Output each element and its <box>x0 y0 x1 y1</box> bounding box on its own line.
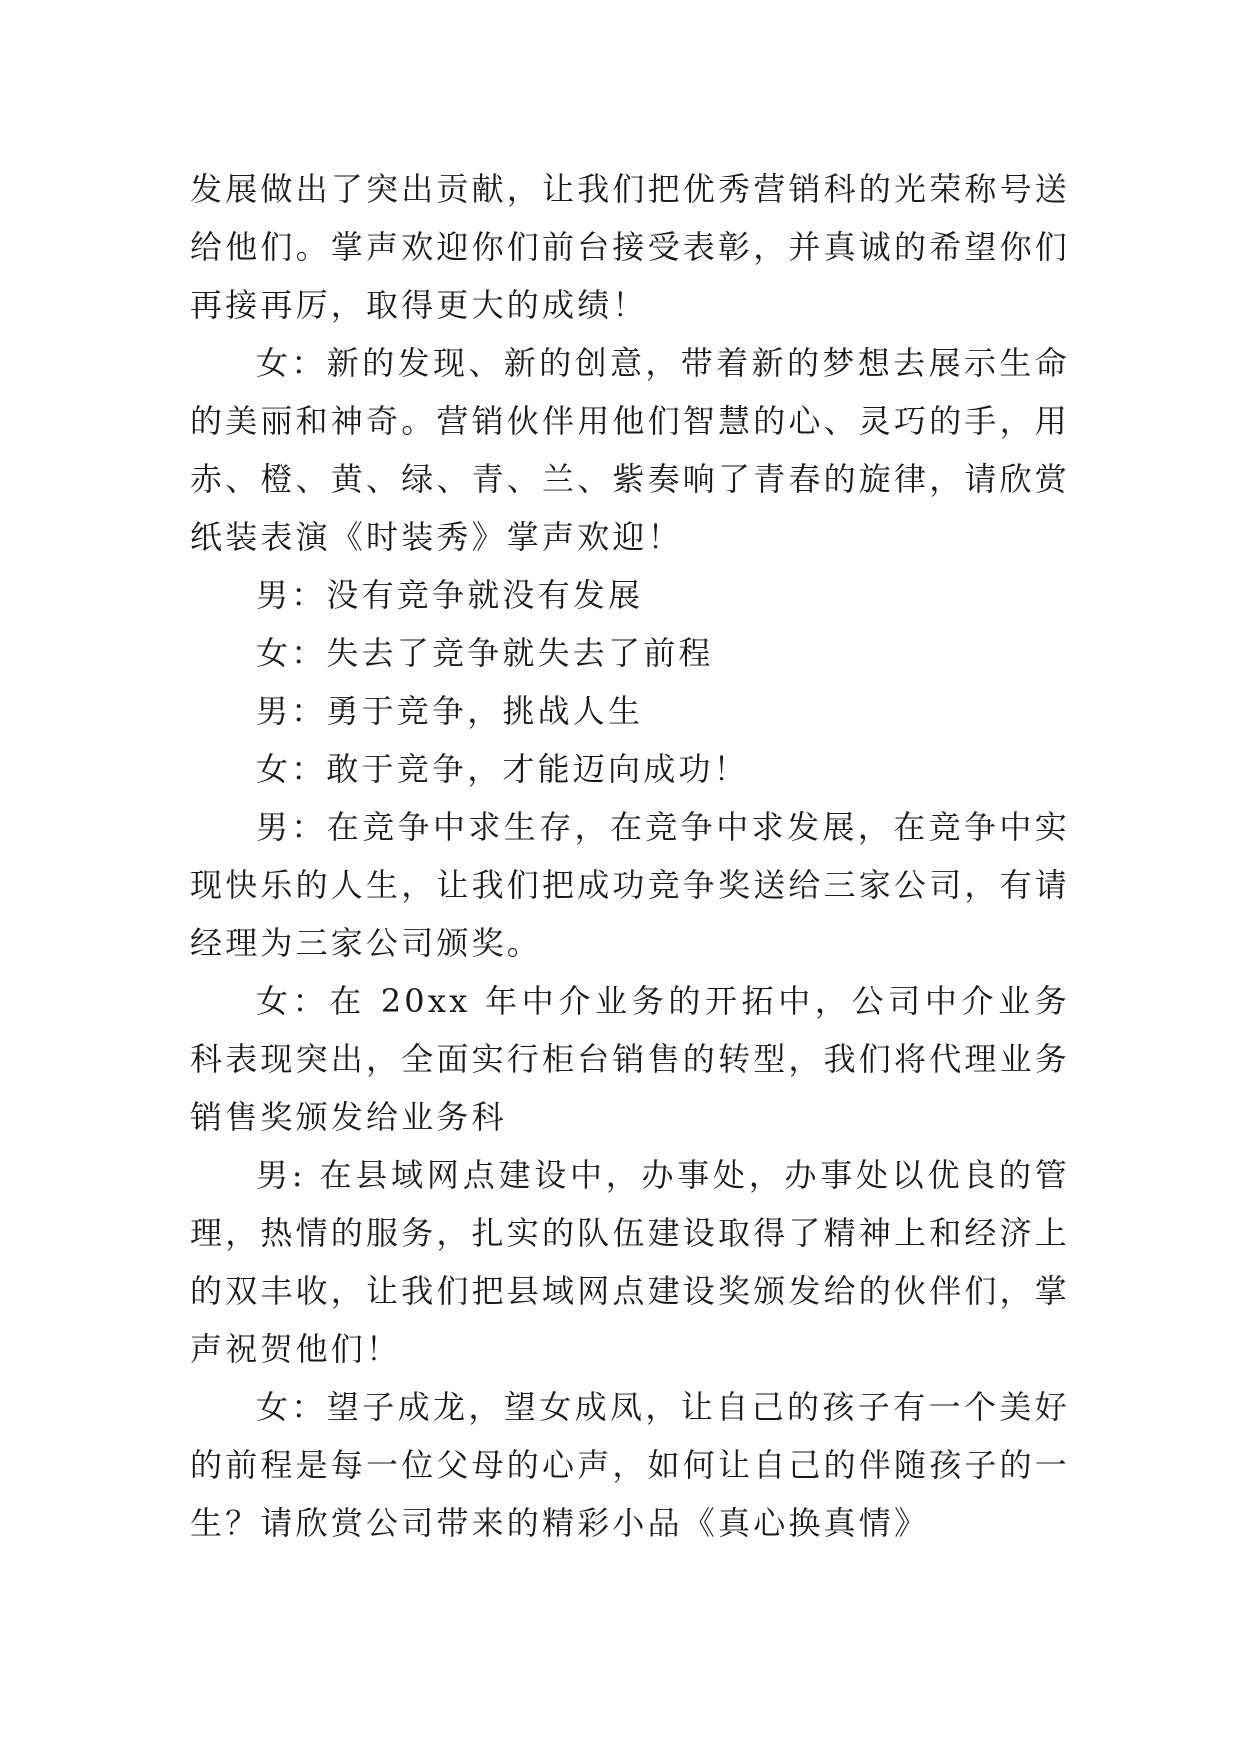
paragraph-female-agency-award: 女：在 20xx 年中介业务的开拓中，公司中介业务科表现突出，全面实行柜台销售的转型，我们将代理业务销售奖颁发给业务科 <box>190 982 1071 1136</box>
paragraph-male-competition-1: 男：没有竞争就没有发展 <box>256 576 644 614</box>
document-body <box>190 160 1070 1552</box>
paragraph-female-sketch-intro: 女：望子成龙，望女成凤，让自己的孩子有一个美好的前程是每一位父母的心声，如何让自己的伴随孩子的一生？请欣赏公司带来的精彩小品《真心换真情》 <box>190 1388 1071 1542</box>
paragraph-female-fashion-show: 女：新的发现、新的创意，带着新的梦想去展示生命的美丽和神奇。营销伙伴用他们智慧的心、灵巧的手，用赤、橙、黄、绿、青、兰、紫奏响了青春的旋律，请欣赏纸装表演《时装秀》掌声欢迎！ <box>190 344 1071 556</box>
paragraph-male-county-network-award: 男: 在县域网点建设中，办事处，办事处以优良的管理，热情的服务，扎实的队伍建设取得了精神上和经济上的双丰收，让我们把县域网点建设奖颁发给的伙伴们，掌声祝贺他们！ <box>190 1156 1071 1368</box>
paragraph-male-competition-3: 男：勇于竞争，挑战人生 <box>256 692 644 730</box>
paragraph-continued: 发展做出了突出贡献，让我们把优秀营销科的光荣称号送给他们。掌声欢迎你们前台接受表彰，并真诚的希望你们再接再厉，取得更大的成绩！ <box>190 170 1071 324</box>
paragraph-female-competition-2: 女：失去了竞争就失去了前程 <box>256 634 714 672</box>
paragraph-female-competition-4: 女：敢于竞争，才能迈向成功！ <box>256 750 749 788</box>
paragraph-male-competition-award: 男：在竞争中求生存，在竞争中求发展，在竞争中实现快乐的人生，让我们把成功竞争奖送给三家公司，有请经理为三家公司颁奖。 <box>190 808 1071 962</box>
